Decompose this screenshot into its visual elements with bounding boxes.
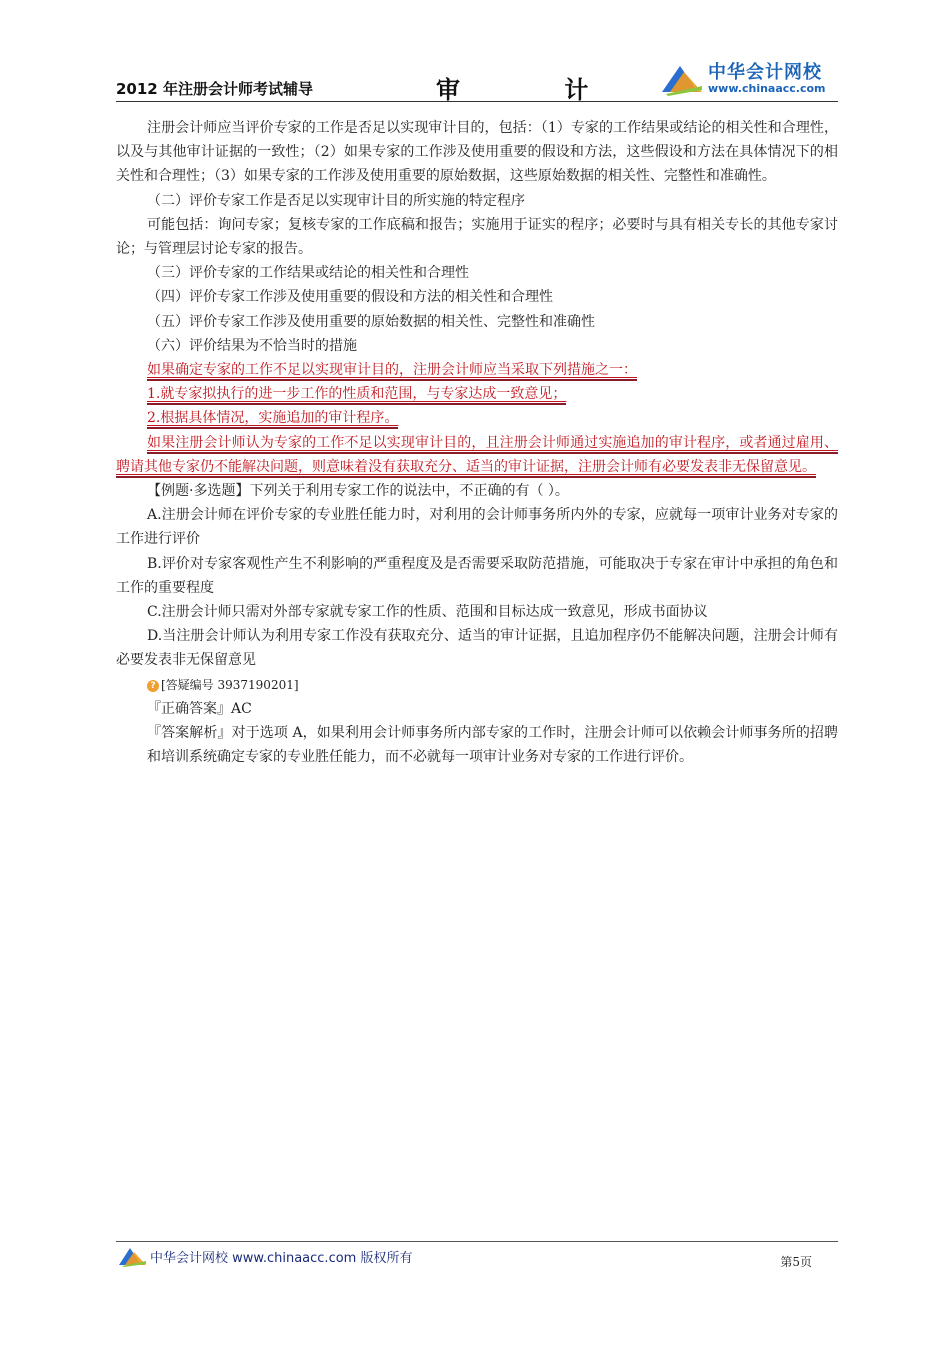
- qa-reference[interactable]: [116, 673, 838, 697]
- paragraph-procedures: 可能包括：询问专家；复核专家的工作底稿和报告；实施用于证实的程序；必要时与具有相关专长的其他专家讨论；与管理层讨论专家的报告。: [116, 216, 838, 258]
- highlight-measure-1: [116, 382, 838, 406]
- highlight-measure-2-text: 2.根据具体情况，实施追加的审计程序。: [147, 410, 398, 429]
- footer-copyright: 中华会计网校 www.chinaacc.com 版权所有: [150, 1251, 413, 1266]
- highlight-measures-intro-text: 如果确定专家的工作不足以实现审计目的，注册会计师应当采取下列措施之一：: [147, 362, 637, 381]
- page-number: 第5页: [780, 1255, 812, 1269]
- paragraph-evaluate-expert: 注册会计师应当评价专家的工作是否足以实现审计目的，包括：（1）专家的工作结果或结论的相关性和合理性，以及与其他审计证据的一致性；（2）如果专家的工作涉及使用重要的假设和方法，这些假设和方法在具体情况下的相关性和合理性；（3）如果专家的工作涉及使用重要的原始数据，这些原始数据的相关性、完整性和准确性。: [116, 120, 838, 185]
- option-b: B.评价对专家客观性产生不利影响的严重程度及是否需要采取防范措施，可能取决于专家在审计中承担的角色和工作的重要程度: [116, 555, 838, 596]
- heading-section-4: （四）评价专家工作涉及使用重要的假设和方法的相关性和合理性: [147, 289, 553, 306]
- logo-url-text: www.chinaacc.com: [708, 82, 826, 95]
- chinaacc-logo: [660, 58, 838, 98]
- exam-series-title: 2012 年注册会计师考试辅导: [116, 80, 313, 98]
- footer-logo-icon: [118, 1245, 148, 1267]
- document-body: [116, 116, 838, 769]
- header-divider: [116, 101, 838, 102]
- highlight-modified-opinion: [116, 431, 838, 479]
- heading-section-2: （二）评价专家工作是否足以实现审计目的所实施的特定程序: [147, 192, 525, 209]
- qa-id-text: [答疑编号 3937190201]: [161, 677, 299, 692]
- highlight-measures-intro: [116, 358, 838, 382]
- highlight-modified-opinion-text: 如果注册会计师认为专家的工作不足以实现审计目的，且注册会计师通过实施追加的审计程序，或者通过雇用、聘请其他专家仍不能解决问题，则意味着没有获取充分、适当的审计证据，注册会计师有必要发表非无保留意见。: [116, 435, 838, 478]
- question-mark-icon: ?: [147, 680, 159, 692]
- example-question-title: 【例题·多选题】下列关于利用专家工作的说法中，不正确的有（ ）。: [147, 483, 569, 500]
- highlight-measure-2: [116, 406, 838, 430]
- heading-section-3: （三）评价专家的工作结果或结论的相关性和合理性: [147, 265, 469, 282]
- option-a: A.注册会计师在评价专家的专业胜任能力时，对利用的会计师事务所内外的专家，应就每一项审计业务对专家的工作进行评价: [116, 507, 838, 548]
- page-footer: [116, 1245, 838, 1271]
- logo-cn-text: 中华会计网校: [708, 62, 822, 83]
- correct-answer: 『正确答案』AC: [147, 700, 252, 717]
- logo-mountain-icon: [660, 62, 704, 96]
- heading-section-6: （六）评价结果为不恰当时的措施: [147, 337, 357, 354]
- highlight-measure-1-text: 1.就专家拟执行的进一步工作的性质和范围，与专家达成一致意见；: [147, 386, 566, 405]
- footer-divider: [116, 1241, 838, 1242]
- page-header: [116, 56, 838, 104]
- answer-analysis: 『答案解析』对于选项 A，如果利用会计师事务所内部专家的工作时，注册会计师可以依赖会计师事务所的招聘和培训系统确定专家的专业胜任能力，而不必就每一项审计业务对专家的工作进行评价。: [147, 725, 838, 766]
- option-d: D.当注册会计师认为利用专家工作没有获取充分、适当的审计证据，且追加程序仍不能解决问题，注册会计师有必要发表非无保留意见: [116, 628, 838, 669]
- heading-section-5: （五）评价专家工作涉及使用重要的原始数据的相关性、完整性和准确性: [147, 313, 595, 330]
- subject-title: 审 计: [436, 76, 637, 104]
- option-c: C.注册会计师只需对外部专家就专家工作的性质、范围和目标达成一致意见，形成书面协议: [147, 604, 708, 621]
